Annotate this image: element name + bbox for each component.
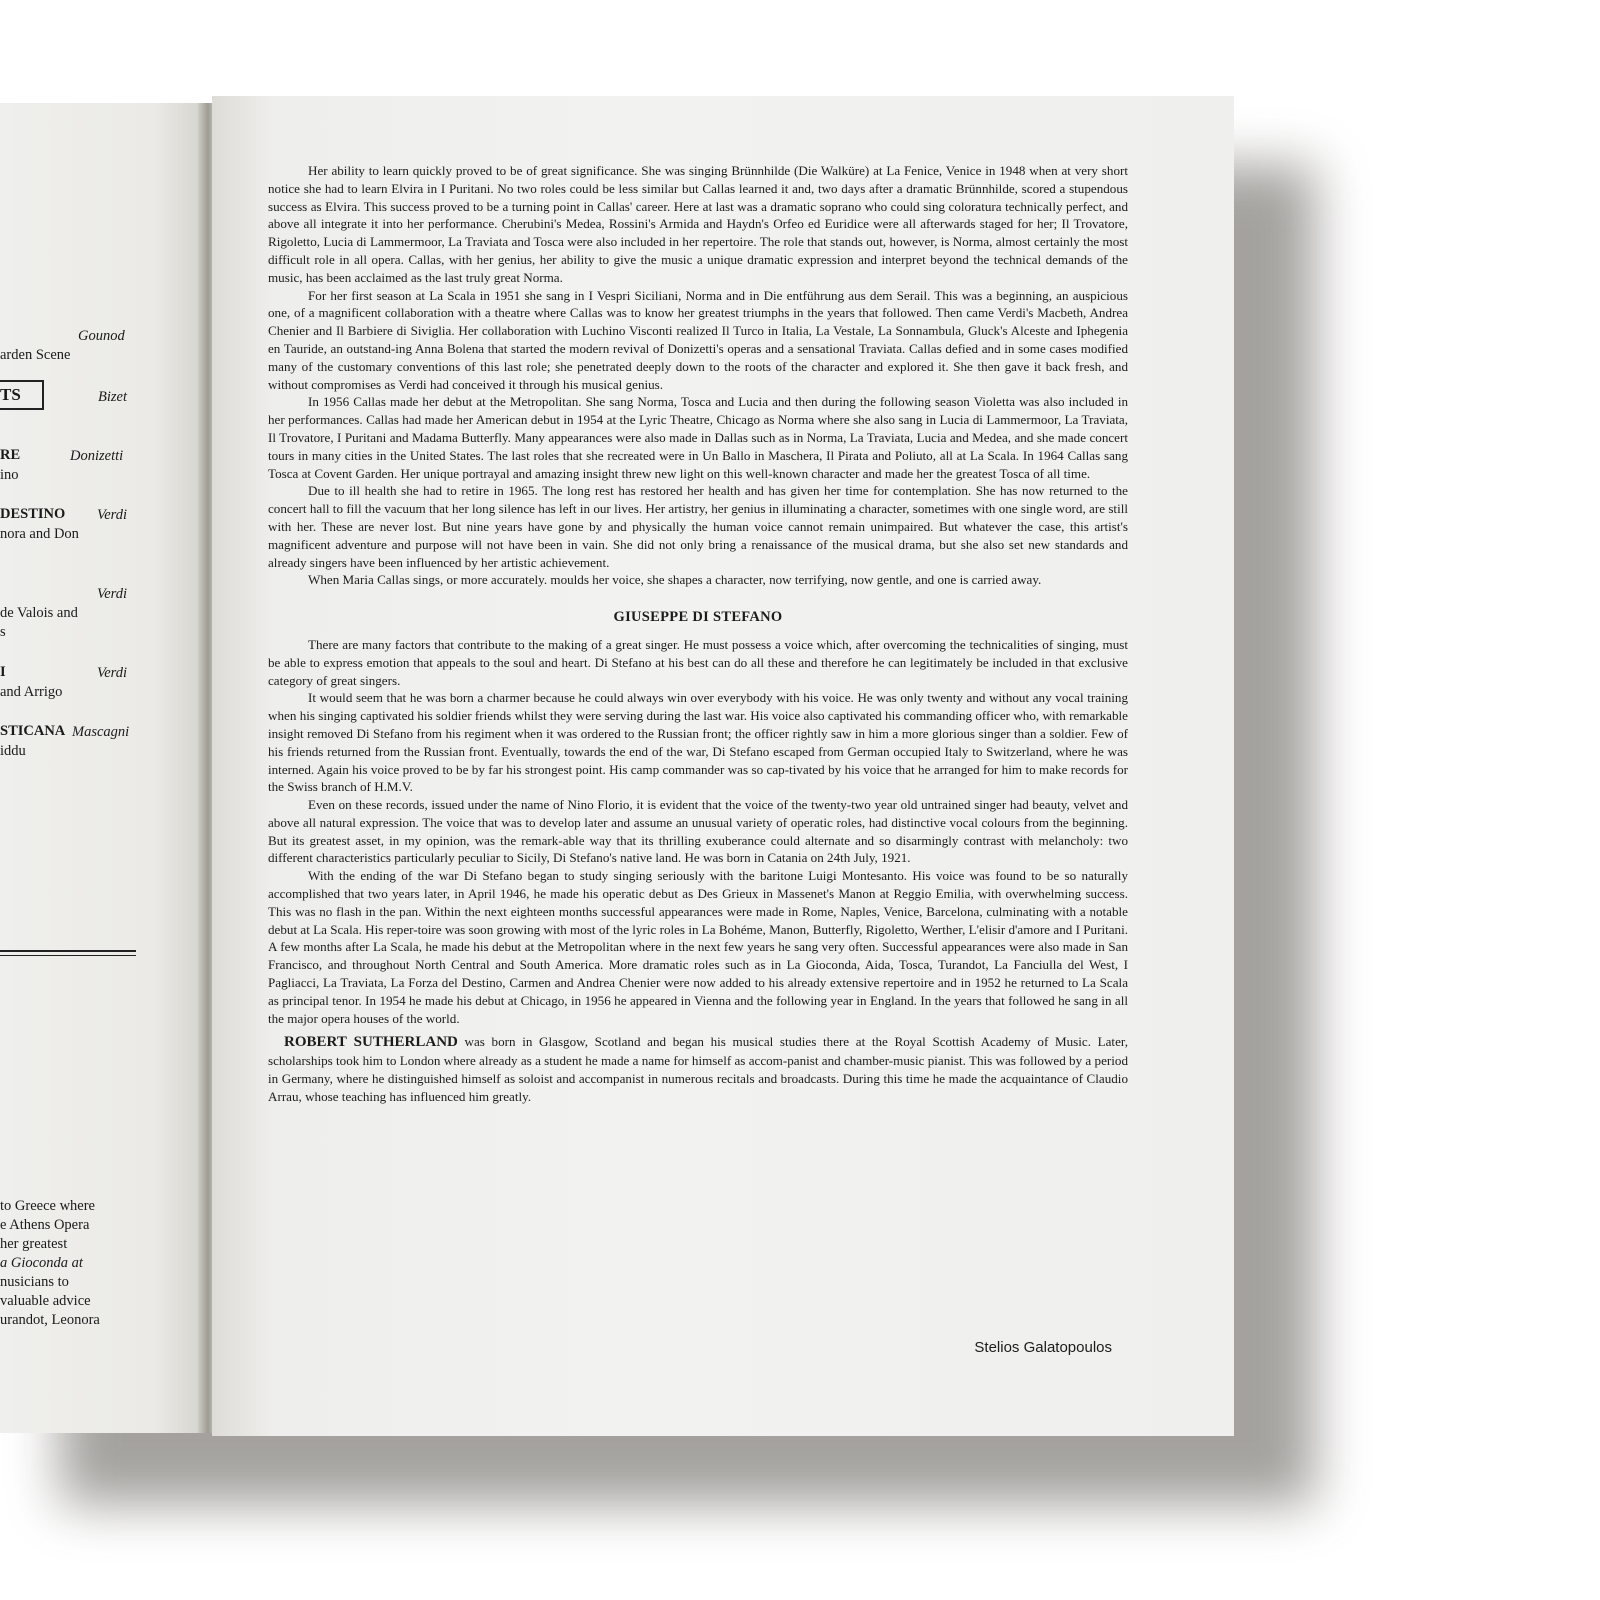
callas-paragraph: For her first season at La Scala in 1951 she sang in I Vespri Siciliani, Norma and in Die entführung aus dem Serail. This was a beginning, an auspicious one, of a magnificent collaboration with a theatre where Callas was to know her greatest triumphs in the years that followed. Then came Verdi's Macbeth, Andrea Chenier and Il Barbiere di Siviglia. Her collaboration with Luchino Visconti realized Il Turco in Italia, La Vestale, La Sonnambula, Gluck's Alceste and Iphegenia en Tauride, an outstand-ing Anna Bolena that started the modern revival of Donizetti's operas and a sensational Traviata. Callas defied and in some cases modified many of the customary conventions of this last role; she penetrated deeply down to the roots of the character and explored it. She then gave it back fresh, and without compromises as Verdi had conceived it through his musical genius. bbox=[268, 287, 1128, 392]
composer-verdi: Verdi bbox=[97, 507, 128, 523]
bio-line: to Greece where bbox=[0, 1198, 95, 1214]
program-title: DESTINO bbox=[0, 506, 66, 522]
stefano-paragraph: There are many factors that contribute to the making of a great singer. He must possess a voice which, after overcoming the technicalities of singing, must be able to express emotion that appeals to the soul and heart. Di Stefano at his best can do all these and therefore he can legitimately be included in that exclusive category of great singers. bbox=[268, 636, 1128, 688]
article-body bbox=[268, 162, 1128, 1106]
callas-paragraph: In 1956 Callas made her debut at the Metropolitan. She sang Norma, Tosca and Lucia and then during the following season Violetta was also included in her performances. Callas had made her American debut in 1954 at the Lyric Theatre, Chicago as Norma where she also sang in Lucia di Lammermoor, La Traviata, Il Trovatore, I Puritani and Madama Butterfly. Many appearances were also made in Dallas such as in Norma, La Traviata, Lucia and Medea, and she made concert tours in many cities in the United States. The last roles that she recreated were in Un Ballo in Maschera, Il Pirata and Poliuto, all at La Scala. In 1964 Callas sang Tosca at Covent Garden. Her unique portrayal and amazing insight threw new light on this well-known character and made her the greatest Tosca of all time. bbox=[268, 394, 1128, 481]
program-title: STICANA bbox=[0, 723, 66, 739]
author-signature: Stelios Galatopoulos bbox=[974, 1339, 1112, 1356]
program-line: s bbox=[0, 624, 6, 640]
callas-paragraph: Due to ill health she had to retire in 1965. The long rest has restored her health and has given her time for contemplation. She has now returned to the concert hall to fill the vacuum that her long silence has left in our lives. Her artistry, her genius in illuminating a character, sometimes with one single word, are still with her. These are never lost. But nine years have gone by and physically the human voice cannot remain unimpaired. But whatever the case, this artist's magnificent adventure and purpose will not have been in vain. She did not only bring a renaissance of the musical drama, but she also set new standards and already singers have been influenced by her artistic achievement. bbox=[268, 483, 1128, 570]
bio-line: a Gioconda at bbox=[0, 1255, 83, 1271]
composer-gounod: Gounod bbox=[78, 328, 125, 344]
program-line: arden Scene bbox=[0, 347, 71, 363]
sutherland-name: ROBERT SUTHERLAND bbox=[284, 1034, 458, 1051]
bio-line: her greatest bbox=[0, 1236, 68, 1252]
stefano-paragraph: Even on these records, issued under the name of Nino Florio, it is evident that the voice of the twenty-two year old untrained singer had beauty, velvet and above all natural expression. The voice that was to develop later and assume an unusual variety of operatic roles, had distinctive vocal colours from the beginning. But its greatest asset, in my opinion, was the remark-able way that its thrilling exuberance could alternate and so disarmingly contrast with melancholy: two different characteristics particularly peculiar to Sicily, Di Stefano's native land. He was born in Catania on 24th July, 1921. bbox=[268, 797, 1128, 866]
right-page bbox=[212, 96, 1234, 1436]
bio-line: nusicians to bbox=[0, 1274, 69, 1290]
stefano-paragraph: With the ending of the war Di Stefano began to study singing seriously with the baritone Luigi Montesanto. His voice was found to be so naturally accomplished that two years later, in April 1946, he made his operatic debut as Des Grieux in Massenet's Manon at Reggio Emilia, with overwhelming success. This was no flash in the pan. Within the next eighteen months successful appearances were made in Rome, Naples, Venice, Barcelona, culminating with a notable debut at La Scala. His reper-toire was soon growing with most of the lyric roles in La Bohéme, Manon, Butterfly, Rigoletto, Werther, L'elisir d'amore and I Puritani. A few months after La Scala, he made his debut at the Metropolitan where in the next few years he sang very often. Successful appearances were also made in San Francisco, and throughout North Central and South America. More dramatic roles such as in La Gioconda, Aida, Tosca, Turandot, La Fanciulla del West, I Pagliacci, La Traviata, La Forza del Destino, Carmen and Andrea Chenier were now added to his already extensive repertoire and in 1952 he returned to La Scala as principal tenor. In 1954 he made his debut at Chicago, in 1956 he appeared in Vienna and the following year in England. In the years that followed he sang in all the major opera houses of the world. bbox=[268, 868, 1128, 1026]
program-line: nora and Don bbox=[0, 526, 79, 542]
sutherland-paragraph bbox=[268, 1033, 1128, 1105]
bio-line: urandot, Leonora bbox=[0, 1312, 100, 1328]
divider-rule bbox=[0, 955, 136, 956]
box-label: TS bbox=[0, 380, 44, 410]
composer-verdi: Verdi bbox=[97, 586, 128, 602]
left-page bbox=[0, 103, 206, 1433]
sutherland-text: was born in Glasgow, Scotland and began his musical studies there at the Royal Scottish Academy of Music. Later, scholarships took him to London where already as a student he made a name for himself as accom-panist and chamber-music pianist. This was followed by a period in Germany, where he distinguished himself as soloist and accompanist in numerous recitals and broadcasts. During this time he made the acquaintance of Claudio Arrau, whose teaching has influenced him greatly. bbox=[268, 1034, 1128, 1104]
program-line: iddu bbox=[0, 743, 26, 759]
composer-donizetti: Donizetti bbox=[70, 448, 124, 464]
section-heading-stefano: GIUSEPPE DI STEFANO bbox=[613, 609, 783, 626]
stefano-paragraph: It would seem that he was born a charmer because he could always win over everybody with his voice. He was only twenty and without any vocal training when his singing captivated his soldier friends whilst they were serving during the last war. His voice also captivated his commanding officer who, with remarkable insight removed Di Stefano from his regiment when it was ordered to the Russian front; the officer rightly saw in him a more glorious singer than a soldier. Few of his friends returned from the Russian front. Eventually, towards the end of the war, Di Stefano escaped from German occupied Italy to Switzerland, where he was interned. Again his voice proved to be by far his strongest point. His camp commander was so cap-tivated by his voice that he arranged for him to make records for the Swiss branch of H.M.V. bbox=[268, 690, 1128, 795]
callas-paragraph: When Maria Callas sings, or more accurately. moulds her voice, she shapes a character, now terrifying, now gentle, and one is carried away. bbox=[308, 572, 1042, 588]
composer-verdi: Verdi bbox=[97, 665, 128, 681]
program-title: I bbox=[0, 664, 6, 680]
program-line: ino bbox=[0, 467, 19, 483]
program-title: RE bbox=[0, 447, 21, 463]
composer-mascagni: Mascagni bbox=[72, 724, 130, 740]
divider-rule bbox=[0, 950, 136, 952]
program-line: and Arrigo bbox=[0, 684, 63, 700]
callas-paragraph: Her ability to learn quickly proved to be of great significance. She was singing Brünnhilde (Die Walküre) at La Fenice, Venice in 1948 when at very short notice she had to learn Elvira in I Puritani. No two roles could be less similar but Callas learned it and, two days after a dramatic Brünnhilde, scored a stupendous success as Elvira. This success proved to be a turning point in Callas' career. Here at last was a dramatic soprano who could sing coloratura technically perfect, and above all integrate it into her performance. Cherubini's Medea, Rossini's Armida and Haydn's Orfeo ed Euridice were all afterwards staged for her; Il Trovatore, Rigoletto, Lucia di Lammermoor, La Traviata and Tosca were also included in her repertoire. The role that stands out, however, is Norma, almost certainly the most difficult role in all opera. Callas, with her genius, her ability to give the music a unique dramatic expression and interpret beyond the technical demands of the music, has been acclaimed as the last truly great Norma. bbox=[268, 163, 1128, 285]
bio-line: e Athens Opera bbox=[0, 1217, 90, 1233]
program-line: de Valois and bbox=[0, 605, 78, 621]
bio-line: valuable advice bbox=[0, 1293, 91, 1309]
composer-bizet: Bizet bbox=[98, 389, 127, 405]
